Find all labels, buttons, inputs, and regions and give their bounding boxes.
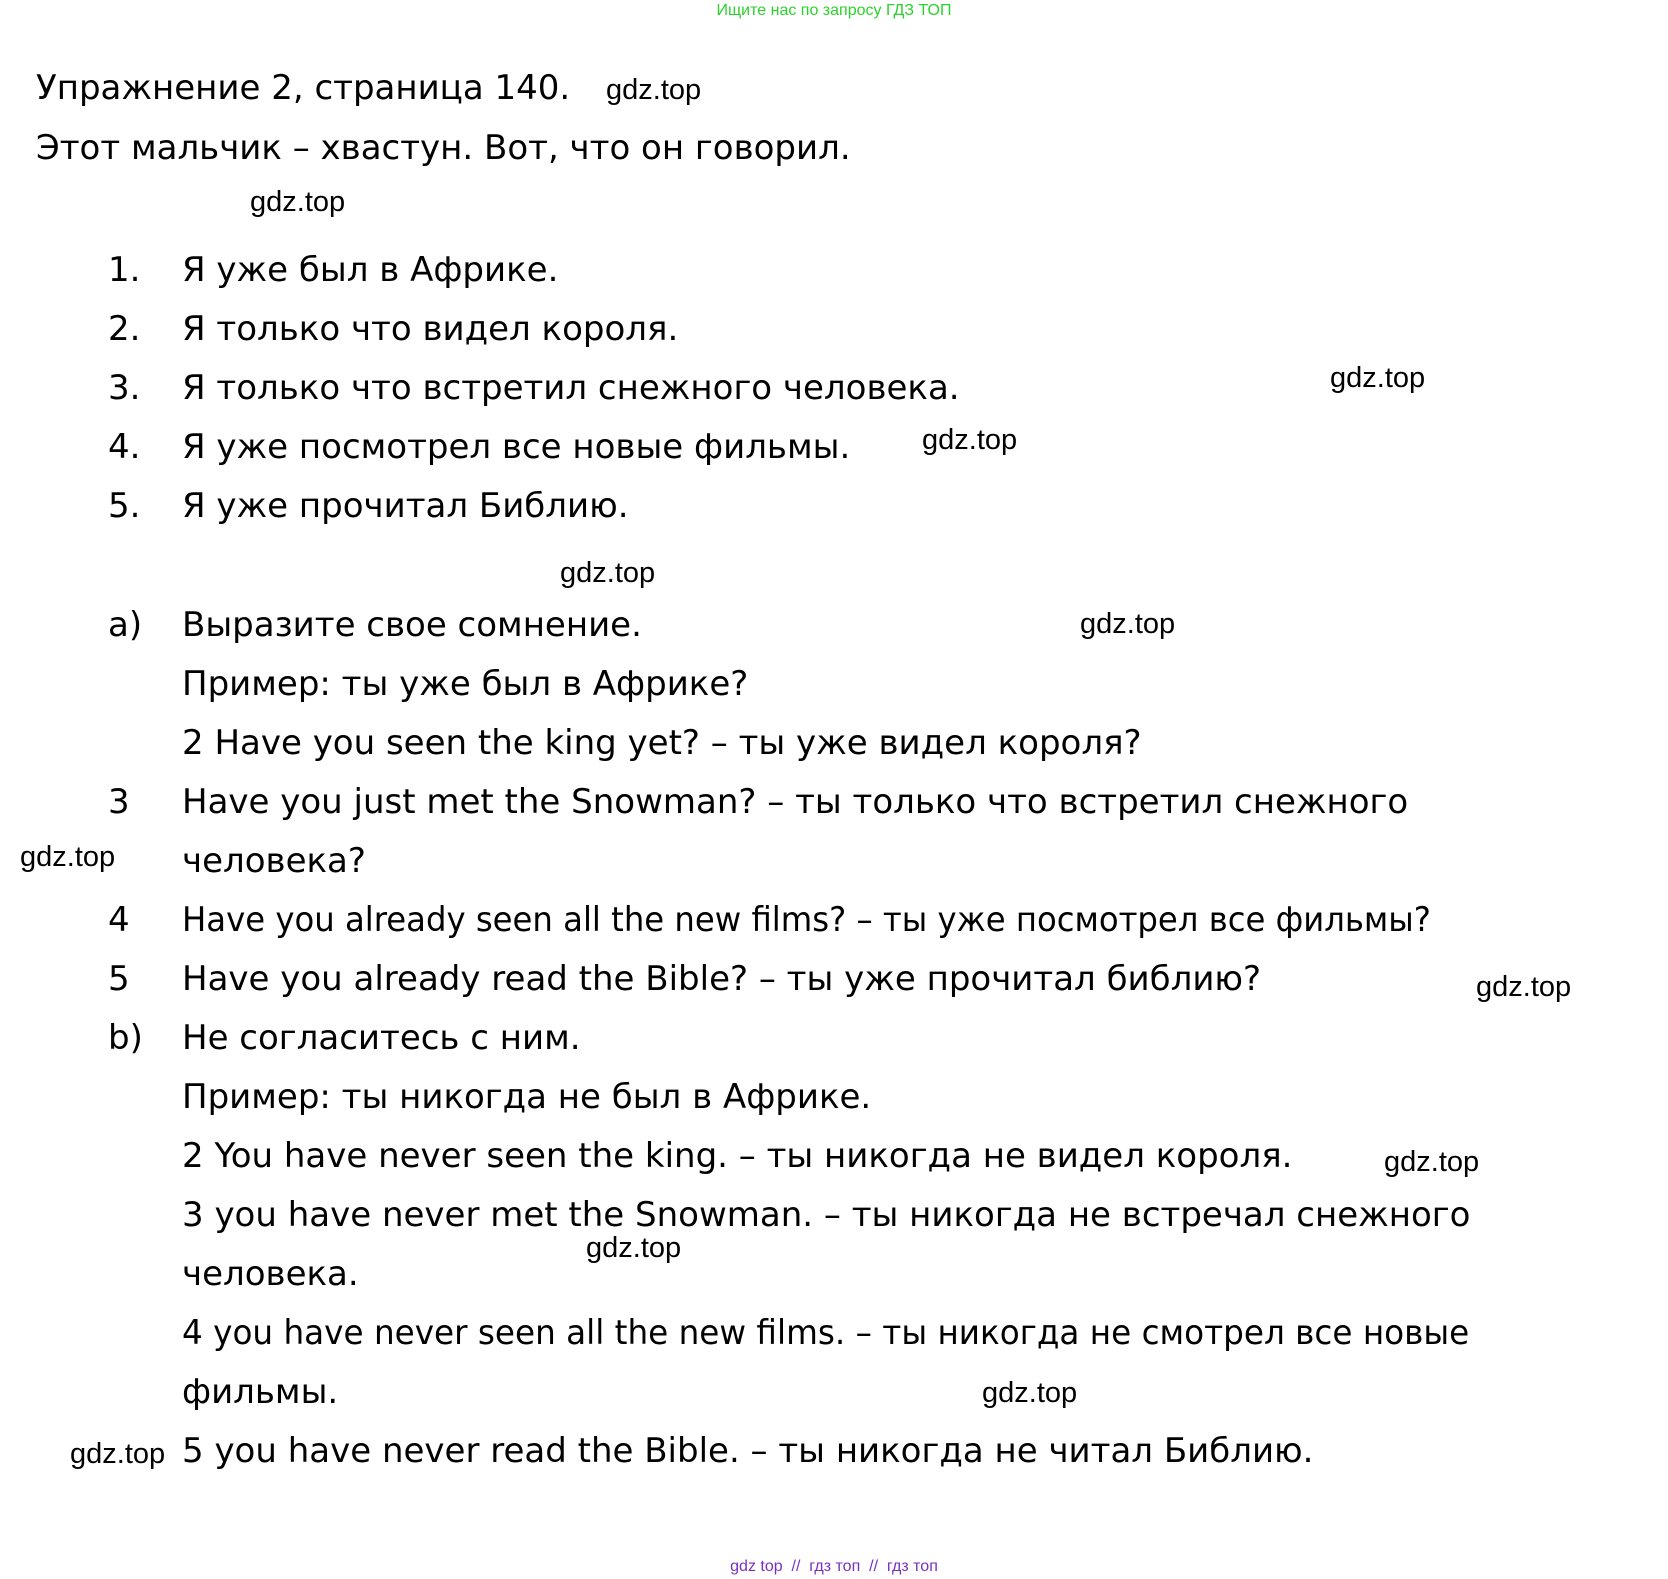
part-a-task: Выразите свое сомнение. bbox=[182, 605, 642, 645]
statement-text: Я только что видел короля. bbox=[182, 309, 679, 349]
part-a-answer-3: Have you just met the Snowman? – ты только что встретил снежного bbox=[182, 782, 1409, 822]
banner-link[interactable]: Ищите нас по запросу ГДЗ ТОП bbox=[716, 2, 952, 19]
watermark: gdz.top bbox=[606, 74, 702, 106]
statement-number: 1. bbox=[108, 250, 141, 290]
statement-number: 2. bbox=[108, 309, 141, 349]
part-a-label: a) bbox=[108, 605, 143, 645]
footer bbox=[0, 1556, 1668, 1578]
watermark: gdz.top bbox=[1476, 971, 1572, 1003]
watermark: gdz.top bbox=[1080, 608, 1176, 640]
part-b-task: Не согласитесь с ним. bbox=[182, 1018, 581, 1058]
statement-number: 3. bbox=[108, 368, 141, 408]
statement-text: Я только что встретил снежного человека. bbox=[182, 368, 960, 408]
watermark: gdz.top bbox=[250, 186, 346, 218]
watermark: gdz.top bbox=[560, 557, 656, 589]
part-b-answer-3-continued: человека. bbox=[182, 1254, 359, 1294]
watermark: gdz.top bbox=[982, 1377, 1078, 1409]
statement-number: 4. bbox=[108, 427, 141, 467]
watermark: gdz.top bbox=[1330, 362, 1426, 394]
watermark: gdz.top bbox=[70, 1438, 166, 1470]
statement-text: Я уже посмотрел все новые фильмы. bbox=[182, 427, 851, 467]
statement-text: Я уже прочитал Библию. bbox=[182, 486, 629, 526]
footer-links[interactable]: gdz top // гдз топ // гдз топ bbox=[730, 1558, 938, 1575]
exercise-title: Упражнение 2, страница 140. bbox=[36, 68, 571, 108]
part-a-answer-2: 2 Have you seen the king yet? – ты уже видел короля? bbox=[182, 723, 1142, 763]
top-banner bbox=[0, 0, 1668, 22]
statement-number: 5. bbox=[108, 486, 141, 526]
part-a-number-5: 5 bbox=[108, 959, 130, 999]
watermark: gdz.top bbox=[586, 1232, 682, 1264]
part-b-answer-5: 5 you have never read the Bible. – ты никогда не читал Библию. bbox=[182, 1431, 1314, 1471]
part-a-number-4: 4 bbox=[108, 900, 130, 940]
part-b-answer-4: 4 you have never seen all the new films. – ты никогда не смотрел все новые bbox=[182, 1313, 1470, 1353]
part-a-answer-3-continued: человека? bbox=[182, 841, 366, 881]
watermark: gdz.top bbox=[1384, 1146, 1480, 1178]
statement-text: Я уже был в Африке. bbox=[182, 250, 559, 290]
part-b-answer-2: 2 You have never seen the king. – ты никогда не видел короля. bbox=[182, 1136, 1293, 1176]
part-a-answer-4: Have you already seen all the new films? – ты уже посмотрел все фильмы? bbox=[182, 900, 1431, 940]
part-b-answer-4-continued: фильмы. bbox=[182, 1372, 339, 1412]
part-a-number-3: 3 bbox=[108, 782, 130, 822]
watermark: gdz.top bbox=[922, 424, 1018, 456]
part-b-answer-3: 3 you have never met the Snowman. – ты никогда не встречал снежного bbox=[182, 1195, 1471, 1235]
exercise-subtitle: Этот мальчик – хвастун. Вот, что он говорил. bbox=[36, 128, 851, 168]
part-a-answer-5: Have you already read the Bible? – ты уже прочитал библию? bbox=[182, 959, 1262, 999]
part-b-label: b) bbox=[108, 1018, 143, 1058]
part-a-example: Пример: ты уже был в Африке? bbox=[182, 664, 749, 704]
part-b-example: Пример: ты никогда не был в Африке. bbox=[182, 1077, 872, 1117]
watermark: gdz.top bbox=[20, 841, 116, 873]
